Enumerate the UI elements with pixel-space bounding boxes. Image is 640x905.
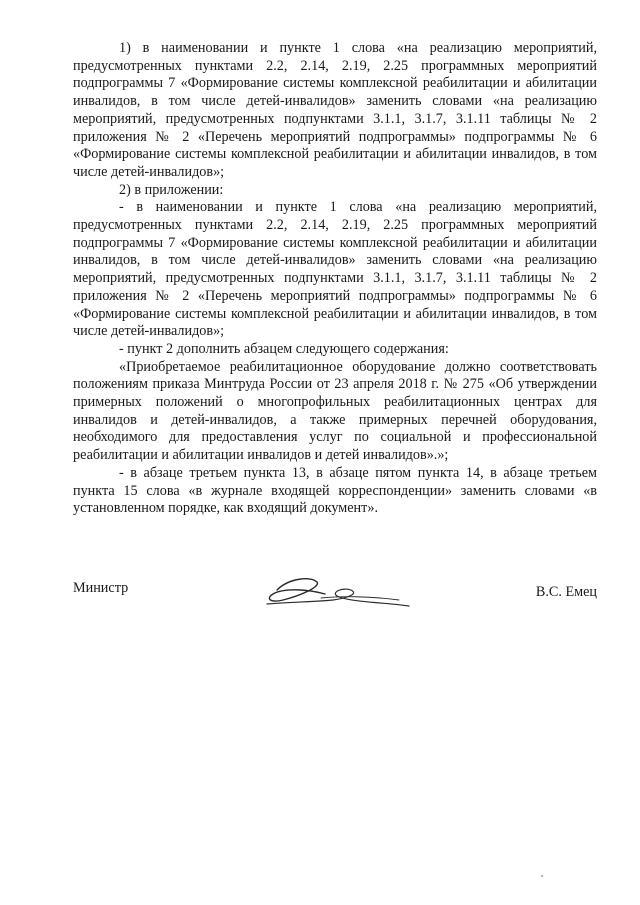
paragraph-item-5: «Приобретаемое реабилитационное оборудование должно соответствовать положениям приказа Минтруда России от 23 апреля 2018 г. № 275 «Об утверждении примерных положений о многопрофильных реабилитационных центрах для инвалидов и детей-инвалидов, а также примерных перечней оборудования, необходимого для предоставления услуг по социальной и профессиональной реабилитации и абилитации инвалидов и детей инвалидов».»;	[73, 358, 597, 464]
signatory-name: В.С. Емец	[535, 584, 597, 600]
handwritten-signature	[259, 572, 419, 614]
paragraph-item-1: 1) в наименовании и пункте 1 слова «на реализацию мероприятий, предусмотренных пунктами 2.2, 2.14, 2.19, 2.25 программных мероприятий подпрограммы 7 «Формирование системы комплексной реабилитации и абилитации инвалидов, в том числе детей-инвалидов» заменить словами «на реализацию мероприятий, предусмотренных подпунктами 3.1.1, 3.1.7, 3.1.11 таблицы № 2 приложения № 2 «Перечень мероприятий подпрограммы» подпрограммы № 6 «Формирование системы комплексной реабилитации и абилитации инвалидов, в том числе детей-инвалидов»;	[73, 40, 597, 180]
paragraph-item-4: - пункт 2 дополнить абзацем следующего содержания:	[119, 340, 449, 357]
paragraph-item-3: - в наименовании и пункте 1 слова «на реализацию мероприятий, предусмотренных пунктами 2.2, 2.14, 2.19, 2.25 программных мероприятий подпрограммы 7 «Формирование системы комплексной реабилитации и абилитации инвалидов, в том числе детей-инвалидов» заменить словами «на реализацию мероприятий, предусмотренных подпунктами 3.1.1, 3.1.7, 3.1.11 таблицы № 2 приложения № 2 «Перечень мероприятий подпрограммы» подпрограммы № 6 «Формирование системы комплексной реабилитации и абилитации инвалидов, в том числе детей-инвалидов»;	[73, 199, 597, 340]
paragraph-item-2: 2) в приложении:	[119, 181, 224, 198]
document-body	[73, 40, 597, 518]
paragraph-item-6: - в абзаце третьем пункта 13, в абзаце пятом пункта 14, в абзаце третьем пункта 15 слова «в журнале входящей корреспонденции» заменить словами «в установленном порядке, как входящий документ».	[73, 464, 597, 517]
scan-speck	[541, 875, 543, 877]
signature-block	[73, 578, 597, 618]
signatory-role: Министр	[73, 580, 129, 596]
